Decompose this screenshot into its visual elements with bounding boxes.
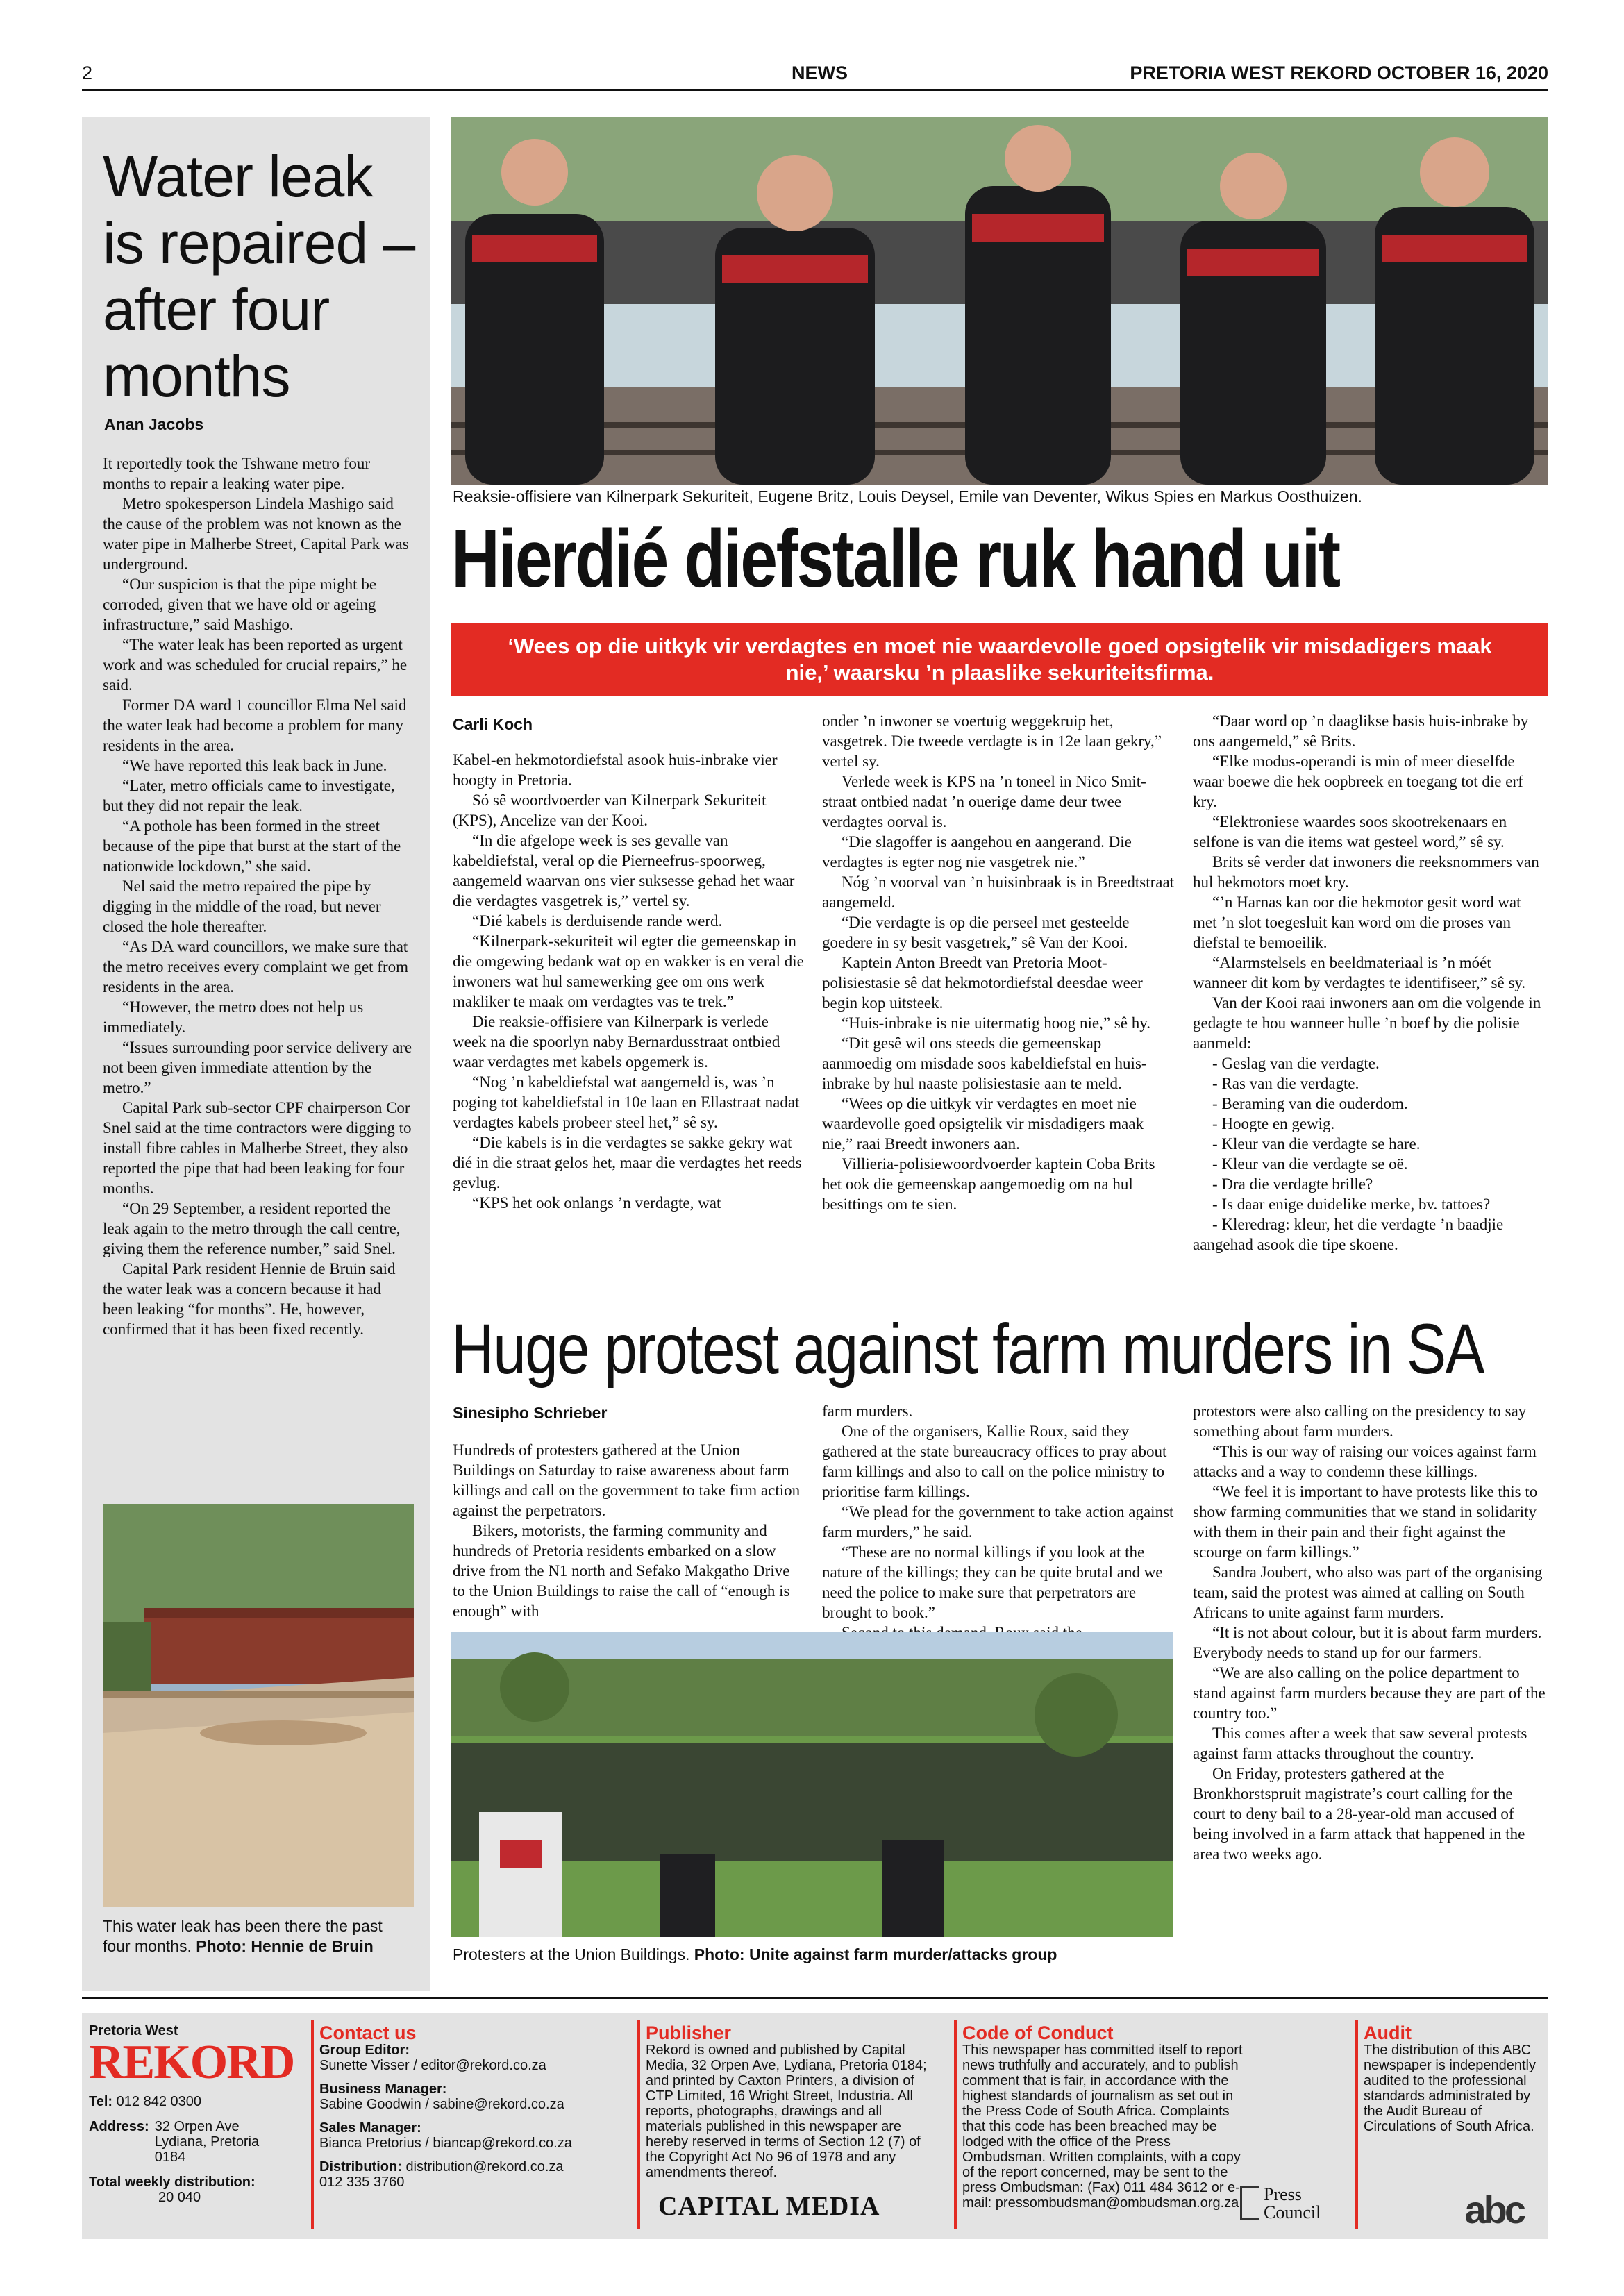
- paragraph: “We have reported this leak back in June.: [122, 757, 387, 774]
- paragraph: “We plead for the government to take action against farm murders,” he said.: [822, 1503, 1174, 1541]
- lead-column-1: [453, 750, 805, 1213]
- lead-headline: Hierdié diefstalle ruk hand uit: [451, 513, 1339, 605]
- paragraph: One of the organisers, Kallie Roux, said they gathered at the state bureaucracy offices to pray about farm killings and also to call on the police ministry to prioritise farm killings.: [822, 1423, 1167, 1500]
- conduct-heading: Code of Conduct: [962, 2022, 1114, 2043]
- photo-credit: Photo: Unite against farm murder/attacks group: [694, 1945, 1057, 1963]
- publication-date: PRETORIA WEST REKORD OCTOBER 16, 2020: [1130, 62, 1548, 83]
- paragraph: Kabel-en hekmotordiefstal asook huis-inbrake vier hoogty in Pretoria.: [453, 751, 778, 789]
- contact-block: [319, 2023, 618, 2231]
- water-leak-photo: [103, 1504, 414, 1907]
- list-item: - Dra die verdagte brille?: [1212, 1175, 1373, 1193]
- list-item: - Ras van die verdagte.: [1212, 1075, 1359, 1092]
- paragraph: Só sê woordvoerder van Kilnerpark Sekuriteit (KPS), Ancelize van der Kooi.: [453, 791, 767, 829]
- audit-heading: Audit: [1364, 2022, 1412, 2043]
- paragraph: “It is not about colour, but it is about farm murders. Everybody needs to stand up for our farmers.: [1193, 1624, 1542, 1661]
- conduct-text: This newspaper has committed itself to report news truthfully and accurately, and to publish comment that is fair, in accordance with the highest standards of journalism as set out in the Press Code of South Africa. Complaints that this code has been breached may be lodged with the office of the Press Ombudsman. Written complaints, with a copy of the report concerned, may be sent to the press Ombudsman: (Fax) 011 484 3612 or e-mail: pressombudsman@ombudsman.org.za: [962, 2043, 1243, 2211]
- sales-manager: Bianca Pretorius / biancap@rekord.co.za: [319, 2136, 572, 2151]
- section-label: NEWS: [792, 62, 848, 83]
- paragraph: Bikers, motorists, the farming community and hundreds of Pretoria residents embarked on a slow drive from the N1 north and Sefako Makgatho Drive to the Union Buildings to raise the call of “enough is enough” with: [453, 1522, 790, 1620]
- paragraph: onder ’n inwoner se voertuig weggekruip het, vasgetrek. Die tweede verdagte is in 12e laan gekry,” vertel sy.: [822, 712, 1162, 770]
- paragraph: Former DA ward 1 councillor Elma Nel said the water leak had become a problem for many residents in the area.: [103, 696, 407, 754]
- header-rule: [82, 89, 1548, 91]
- security-photo-caption: Reaksie-offisiere van Kilnerpark Sekuriteit, Eugene Britz, Louis Deysel, Emile van Deventer, Wikus Spies en Markus Oosthuizen.: [453, 487, 1362, 505]
- footer-divider: [311, 2020, 314, 2229]
- paragraph: Metro spokesperson Lindela Mashigo said the cause of the problem was not known as the water pipe in Malherbe Street, Capital Park was underground.: [103, 495, 409, 573]
- paragraph: Hundreds of protesters gathered at the Union Buildings on Saturday to raise awareness about farm killings and call on the government to take firm action against the perpetrators.: [453, 1441, 801, 1519]
- sidebar-body: [103, 453, 414, 1339]
- second-column-1: [453, 1440, 805, 1621]
- sidebar-byline: Anan Jacobs: [104, 415, 204, 433]
- address-line-1: 32 Orpen Ave: [154, 2119, 240, 2134]
- lead-column-2: [822, 711, 1175, 1214]
- paragraph: “Die slagoffer is aangehou en aangerand. Die verdagtes is egter nog nie vasgetrek nie.”: [822, 833, 1132, 871]
- paragraph: “Issues surrounding poor service delivery are not been given immediate attention by the metro.”: [103, 1039, 412, 1096]
- page-number: 2: [82, 62, 93, 83]
- contact-heading: Contact us: [319, 2022, 417, 2043]
- second-byline: Sinesipho Schrieber: [453, 1404, 608, 1422]
- water-leak-caption: [103, 1916, 414, 1956]
- list-item: - Kleur van die verdagte se hare.: [1212, 1135, 1421, 1153]
- paragraph: “As DA ward councillors, we make sure that the metro receives every complaint we get from residents in the area.: [103, 938, 409, 996]
- paragraph: farm murders.: [822, 1402, 913, 1420]
- second-headline: Huge protest against farm murders in SA: [451, 1309, 1484, 1389]
- audit-text: The distribution of this ABC newspaper is independently audited to the professional standards administrated by the Audit Bureau of Circulations of South Africa.: [1364, 2043, 1536, 2134]
- pull-quote-box: [451, 623, 1548, 696]
- footer-logo-block: [89, 2023, 297, 2231]
- list-item: - Beraming van die ouderdom.: [1212, 1095, 1408, 1112]
- paragraph: “We feel it is important to have protests like this to show farming communities that we stand in solidarity with them in their pain and their fight against the scourge on farm killings.”: [1193, 1483, 1538, 1561]
- address-value: [155, 2119, 259, 2165]
- paragraph: This comes after a week that saw several protests against farm attacks throughout the country.: [1193, 1725, 1527, 1762]
- footer-divider: [954, 2020, 957, 2229]
- list-item: - Kleur van die verdagte se oë.: [1212, 1155, 1408, 1173]
- protest-photo: [451, 1632, 1173, 1937]
- paragraph: “KPS het ook onlangs ’n verdagte, wat: [472, 1194, 721, 1212]
- tel-label: Tel:: [89, 2094, 113, 2109]
- paragraph: “These are no normal killings if you look at the nature of the killings; they can be quite brutal and we need the police to make sure that perpetrators are brought to book.”: [822, 1543, 1163, 1621]
- group-editor-label: Group Editor:: [319, 2043, 410, 2058]
- rekord-logo: REKORD: [89, 2036, 294, 2089]
- footer-divider: [637, 2020, 640, 2229]
- paragraph: “A pothole has been formed in the street because of the pipe that burst at the start of the nationwide lockdown,” she said.: [103, 817, 401, 875]
- business-manager-label: Business Manager:: [319, 2081, 447, 2097]
- paragraph: “However, the metro does not help us immediately.: [103, 998, 364, 1036]
- tel-value: 012 842 0300: [116, 2094, 201, 2109]
- paragraph: Capital Park sub-sector CPF chairperson Cor Snel said at the time contractors were digging to install fibre cables in Malherbe Street, they also reported the pipe that had been leaking for four months.: [103, 1099, 412, 1197]
- press-council-text-2: Council: [1264, 2202, 1321, 2222]
- conduct-block: [962, 2023, 1254, 2231]
- sales-manager-label: Sales Manager:: [319, 2120, 421, 2136]
- distribution-email: distribution@rekord.co.za: [405, 2159, 564, 2175]
- masthead-footer: [82, 2013, 1548, 2239]
- lead-column-3: [1193, 711, 1548, 1255]
- paragraph: Capital Park resident Hennie de Bruin said the water leak was a concern because it had been leaking “for months”. He, however, confirmed that it has been fixed recently.: [103, 1260, 396, 1338]
- paragraph: “Wees op die uitkyk vir verdagtes en moet nie waardevolle goed opsigtelik vir misdadigers maak nie,” raai Breedt inwoners aan.: [822, 1095, 1144, 1153]
- paragraph: On Friday, protesters gathered at the Bronkhorstspruit magistrate’s court calling for the court to deny bail to a 28-year-old man accused of being involved in a farm attack that happened in the area two weeks ago.: [1193, 1765, 1525, 1863]
- paragraph: Van der Kooi raai inwoners aan om die volgende in gedagte te hou wanneer hulle ’n boef by die polisie aanmeld:: [1193, 994, 1541, 1052]
- list-item: - Is daar enige duidelike merke, bv. tattoes?: [1212, 1196, 1491, 1213]
- group-editor: Sunette Visser / editor@rekord.co.za: [319, 2058, 546, 2073]
- pull-quote: ‘Wees op die uitkyk vir verdagtes en moet nie waardevolle goed opsigtelik vir misdadigers maak nie,’ waarsku ’n plaaslike sekuriteitsfirma.: [508, 634, 1492, 685]
- paragraph: Die reaksie-offisiere van Kilnerpark is verlede week na die spoorlyn naby Bernardusstraat ontbied waar verdagtes met kabels opgemerk is.: [453, 1013, 780, 1071]
- paragraph: “Dit gesê wil ons steeds die gemeenskap aanmoedig om misdade soos kabeldiefstal en huis-inbrake by hul naaste polisiestasie aan te meld.: [822, 1034, 1147, 1092]
- paragraph: “Die verdagte is op die perseel met gesteelde goedere in sy besit vasgetrek,” sê Van der Kooi.: [822, 914, 1130, 951]
- footer-rule: [82, 1997, 1548, 1999]
- address-label: Address:: [89, 2119, 149, 2134]
- caption-text: This water leak has been there the past four months.: [103, 1917, 383, 1955]
- distribution-contact-label: Distribution:: [319, 2159, 402, 2175]
- footer-divider: [1355, 2020, 1358, 2229]
- publisher-text: Rekord is owned and published by Capital Media, 32 Orpen Ave, Lydiana, Pretoria 0184; and printed by Caxton Printers, a division of CTP Limited, 16 Wright Street, Industria. All reports, photographs, drawings and all materials published in this newspaper are hereby reserved in terms of Section 12 (7) of the Copyright Act No 96 of 1978 and any amendments thereof.: [646, 2043, 927, 2180]
- press-council-logo: [1240, 2186, 1321, 2222]
- address-line: [89, 2119, 297, 2165]
- abc-logo: abc: [1464, 2188, 1523, 2231]
- paragraph: “Elke modus-operandi is min of meer dieselfde waar boewe die hek oopbreek en toegang tot die erf kry.: [1193, 753, 1523, 810]
- list-item: - Kleredrag: kleur, het die verdagte ’n baadjie aangehad asook die tipe skoene.: [1193, 1216, 1504, 1253]
- address-line-2: Lydiana, Pretoria: [154, 2134, 260, 2150]
- distribution-value: 20 040: [158, 2190, 201, 2205]
- paragraph: “Later, metro officials came to investigate, but they did not repair the leak.: [103, 777, 395, 814]
- paragraph: “On 29 September, a resident reported the leak again to the metro through the call centre, giving them the reference number,” said Snel.: [103, 1200, 401, 1257]
- paragraph: Sandra Joubert, who also was part of the organising team, said the protest was aimed at calling on South Africans to unite against farm murders.: [1193, 1564, 1543, 1621]
- paragraph: “Alarmstelsels en beeldmateriaal is ’n móét wanneer dit kom by verdagtes te identifiseer,” sê sy.: [1193, 954, 1526, 991]
- paragraph: “Daar word op ’n daaglikse basis huis-inbrake by ons aangemeld,” sê Brits.: [1193, 712, 1529, 750]
- security-officers-photo: [451, 117, 1548, 485]
- distribution-contact: [319, 2159, 618, 2175]
- paragraph: “This is our way of raising our voices against farm attacks and a way to condemn these killings.: [1193, 1443, 1537, 1480]
- second-column-3: [1193, 1401, 1548, 1864]
- list-item: - Hoogte en gewig.: [1212, 1115, 1335, 1132]
- business-manager: Sabine Goodwin / sabine@rekord.co.za: [319, 2097, 564, 2112]
- distribution-line: [89, 2175, 297, 2205]
- press-council-text-1: Press: [1264, 2184, 1302, 2204]
- distribution-label: Total weekly distribution:: [89, 2175, 256, 2190]
- paragraph: It reportedly took the Tshwane metro four months to repair a leaking water pipe.: [103, 455, 371, 492]
- paragraph: “In die afgelope week is ses gevalle van kabeldiefstal, veral op die Pierneefrus-spoorweg, aangemeld waarvan ons vier suksesse gehad het waar die verdagtes vasgetrek is,” vertel sy.: [453, 832, 795, 910]
- second-column-2: [822, 1401, 1175, 1643]
- capital-media-logo: CAPITAL MEDIA: [658, 2192, 880, 2221]
- paragraph: “Huis-inbrake is nie uitermatig hoog nie,” sê hy.: [842, 1014, 1150, 1032]
- distribution-phone: 012 335 3760: [319, 2175, 405, 2190]
- paragraph: Verlede week is KPS na ’n toneel in Nico Smit-straat ontbied nadat ’n ouerige dame deur twee verdagtes oorval is.: [822, 773, 1146, 830]
- protest-caption: [453, 1945, 1175, 1964]
- paragraph: “Dié kabels is derduisende rande werd.: [472, 912, 723, 930]
- publisher-heading: Publisher: [646, 2022, 732, 2043]
- paragraph: protestors were also calling on the presidency to say something about farm murders.: [1193, 1402, 1527, 1440]
- sidebar-story: [82, 117, 430, 1991]
- press-council-icon: [1240, 2186, 1259, 2220]
- paragraph: Nel said the metro repaired the pipe by digging in the middle of the road, but never closed the hole thereafter.: [103, 878, 381, 935]
- lead-byline: Carli Koch: [453, 715, 533, 733]
- address-line-3: 0184: [154, 2150, 186, 2165]
- list-item: - Geslag van die verdagte.: [1212, 1055, 1380, 1072]
- paragraph: “Our suspicion is that the pipe might be corroded, given that we have old or ageing infrastructure,” said Mashigo.: [103, 576, 377, 633]
- logo-subtitle: Pretoria West: [89, 2023, 178, 2038]
- paragraph: “Elektroniese waardes soos skootrekenaars en selfone is van die items wat gesteel word,” sê sy.: [1193, 813, 1507, 850]
- tel-line: [89, 2094, 297, 2109]
- paragraph: “Kilnerpark-sekuriteit wil egter die gemeenskap in die omgewing bedank wat op en wakker is en veral die inwoners wat hul samewerking gee om ons werk makliker te maak om verdagtes vas te trek.”: [453, 932, 804, 1010]
- paragraph: Brits sê verder dat inwoners die reeksnommers van hul hekmotors moet kry.: [1193, 853, 1539, 891]
- sidebar-headline: Water leak is repaired – after four months: [103, 144, 415, 409]
- paragraph: Kaptein Anton Breedt van Pretoria Moot-polisiestasie sê dat hekmotordiefstal deesdae weer begin kop uitsteek.: [822, 954, 1143, 1012]
- paragraph: “Nog ’n kabeldiefstal wat aangemeld is, was ’n poging tot kabeldiefstal in 10e laan en Ellastraat nadat verdagtes kabels probeer steel het,” sê sy.: [453, 1073, 800, 1131]
- photo-credit: Photo: Hennie de Bruin: [196, 1937, 374, 1955]
- paragraph: Villieria-polisiewoordvoerder kaptein Coba Brits het ook die gemeenskap aangemoedig om na hul besittings om te sien.: [822, 1155, 1155, 1213]
- caption-text: Protesters at the Union Buildings.: [453, 1945, 690, 1963]
- paragraph: “We are also calling on the police department to stand against farm murders because they are part of the country too.”: [1193, 1664, 1546, 1722]
- paragraph: “The water leak has been reported as urgent work and was scheduled for crucial repairs,” he said.: [103, 636, 408, 694]
- paragraph: “’n Harnas kan oor die hekmotor gesit word wat met ’n slot toegesluit kan word om die proses van diefstal te bemoeilik.: [1193, 894, 1521, 951]
- paragraph: Nóg ’n voorval van ’n huisinbraak is in Breedtstraat aangemeld.: [822, 873, 1175, 911]
- paragraph: “Die kabels is in die verdagtes se sakke gekry wat dié in die straat gelos het, maar die verdagtes het reeds gevlug.: [453, 1134, 802, 1191]
